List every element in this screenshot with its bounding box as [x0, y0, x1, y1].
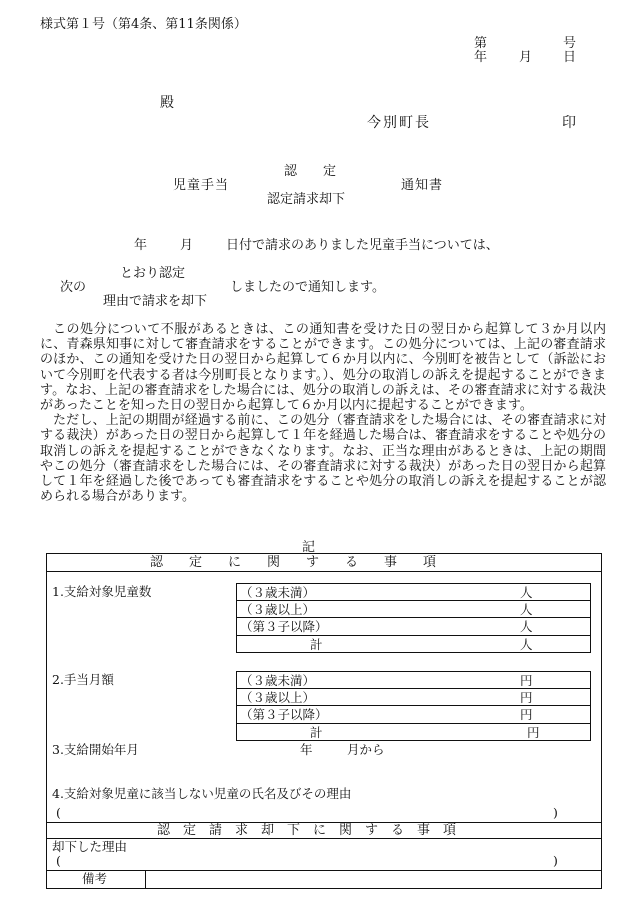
date-day: 日 — [563, 50, 577, 65]
amount-total-unit: 円 — [527, 725, 540, 740]
date-month: 月 — [519, 50, 533, 65]
child-count-over3-label: （３歳以上） — [240, 602, 316, 617]
appeal-notice-paragraph-2: ただし、上記の期間が経過する前に、この処分（審査請求をした場合には、その審査請求に対する裁決）があった日の翌日から起算して１年を経過した場合は、審査請求をすることや処分の取消しの訴えを提起することができなくなります。なお、正当な理由があるときは、上記の期間やこの処分（審査請求をした場合には、その審査請求に対する裁決）があった日の翌日から起算して１年を経過した後であっても審査請求をすることや処分の取消しの訴えを提起することが認められる場合があります。 — [40, 413, 606, 505]
intro-month: 月 — [180, 238, 194, 253]
notice-number-suffix: 号 — [563, 36, 577, 51]
intro-option-reject: 理由で請求を却下 — [103, 294, 208, 309]
amount-over3-label: （３歳以上） — [240, 690, 316, 705]
appeal-notice — [40, 322, 606, 504]
section-approval-header: 認 定 に 関 す る 事 項 — [150, 555, 437, 570]
title-option-approve: 認 定 — [284, 164, 337, 179]
child-count-under3-label: （３歳未満） — [240, 585, 316, 600]
rejection-reason-label: 却下した理由 — [52, 839, 128, 854]
child-count-third-unit: 人 — [520, 619, 533, 634]
start-month-year: 年 — [300, 742, 313, 757]
section-approval-header-divider — [46, 571, 602, 572]
amount-third-label: （第３子以降） — [240, 707, 328, 722]
section-rejection-header-divider — [46, 838, 602, 839]
issuer-name: 今別町長 — [367, 115, 431, 131]
form-id: 様式第１号（第4条、第11条関係） — [40, 17, 247, 32]
seal-mark: 印 — [562, 115, 576, 131]
intro-line: 日付で請求のありました児童手当については、 — [226, 238, 499, 253]
ineligible-open-paren: ( — [56, 805, 61, 820]
amount-total-label: 計 — [310, 725, 323, 740]
remarks-column-divider — [145, 870, 146, 889]
ineligible-close-paren: ) — [553, 805, 558, 820]
child-count-under3-unit: 人 — [520, 585, 533, 600]
grid-divider — [236, 635, 591, 636]
intro-year: 年 — [134, 238, 148, 253]
item-child-count-label: 1.支給対象児童数 — [52, 584, 152, 599]
amount-over3-unit: 円 — [520, 690, 533, 705]
title-left: 児童手当 — [173, 178, 230, 193]
section-rejection-header: 認 定 請 求 却 下 に 関 す る 事 項 — [157, 823, 457, 838]
notice-number-prefix: 第 — [474, 36, 488, 51]
amount-third-unit: 円 — [520, 707, 533, 722]
remarks-top-divider — [46, 870, 602, 871]
amount-under3-label: （３歳未満） — [240, 673, 316, 688]
amount-under3-unit: 円 — [520, 673, 533, 688]
start-month-from: 月から — [347, 742, 385, 757]
child-count-third-label: （第３子以降） — [240, 619, 328, 634]
item-start-month-label: 3.支給開始年月 — [52, 742, 139, 757]
child-count-total-label: 計 — [310, 637, 323, 652]
appeal-notice-paragraph-1: この処分について不服があるときは、この通知書を受けた日の翌日から起算して３か月以内に、青森県知事に対して審査請求をすることができます。この処分については、上記の審査請求のほか、この通知を受けた日の翌日から起算して６か月以内に、今別町を被告として（訴訟において今別町を代表する者は今別町長となります。）、処分の取消しの訴えを提起することができます。なお、上記の審査請求をした場合には、処分の取消しの訴えは、その審査請求に対する裁決があったことを知った日の翌日から起算して６か月以内に提起することができます。 — [40, 322, 606, 414]
intro-suffix: しましたので通知します。 — [230, 280, 385, 295]
intro-option-approve: とおり認定 — [120, 266, 186, 281]
rejection-close-paren: ) — [553, 853, 558, 868]
title-option-reject: 認定請求却下 — [267, 192, 346, 207]
intro-prefix: 次の — [60, 280, 87, 295]
item-monthly-amount-label: 2.手当月額 — [52, 672, 114, 687]
item-ineligible-children-label: 4.支給対象児童に該当しない児童の氏名及びその理由 — [52, 786, 352, 801]
date-year: 年 — [474, 50, 488, 65]
child-count-over3-unit: 人 — [520, 602, 533, 617]
child-count-total-unit: 人 — [520, 637, 533, 652]
addressee-suffix: 殿 — [160, 95, 174, 111]
rejection-open-paren: ( — [56, 853, 61, 868]
grid-divider — [236, 723, 591, 724]
ki-heading: 記 — [302, 540, 316, 555]
remarks-label: 備考 — [82, 871, 108, 886]
title-right: 通知書 — [401, 178, 444, 193]
